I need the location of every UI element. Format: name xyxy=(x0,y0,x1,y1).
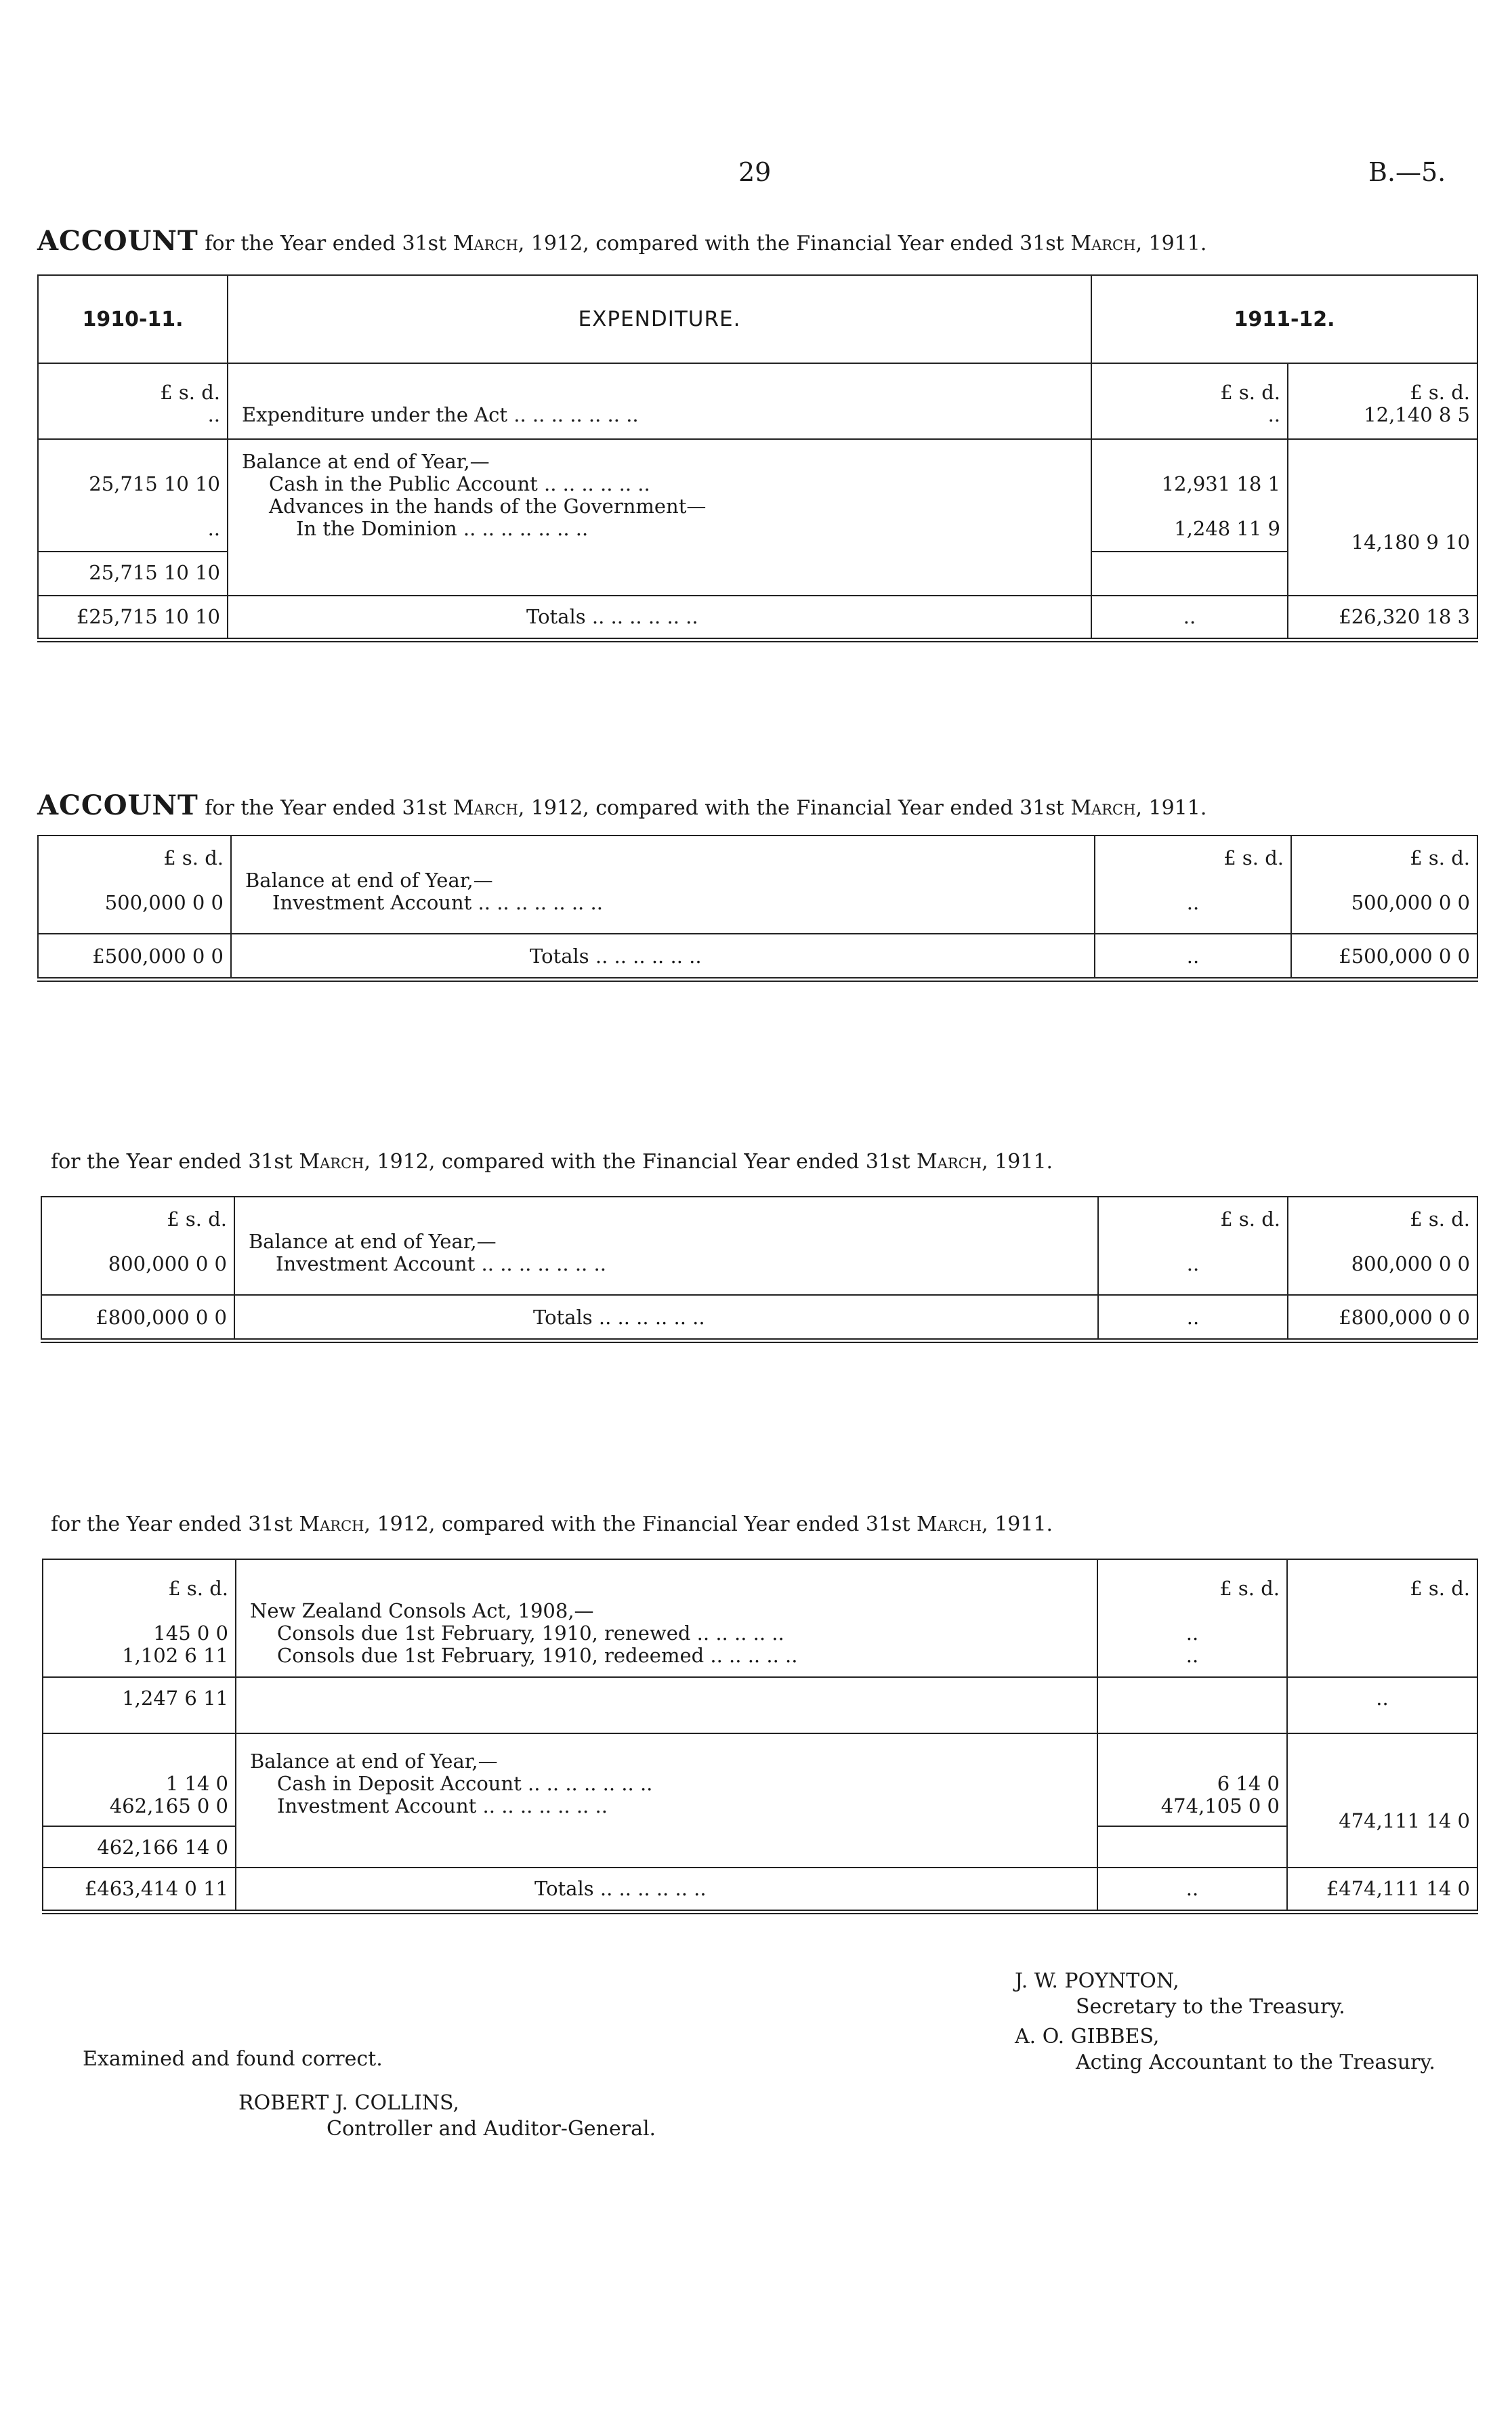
account1-header-right: 1911-12. xyxy=(1091,275,1477,363)
account2-caption: ACCOUNT for the Year ended 31st March, 1912, compared with the Financial Year ended 31st March, 1911. xyxy=(37,789,1207,821)
account2-row-investment: 500,000 0 0 Investment Account .. .. .. .. .. .. .. .. 500,000 0 0 xyxy=(38,892,1477,934)
account3-table: £ s. d. £ s. d. £ s. d. Balance at end of Year,— 800,000 0 0 Investment Account .. .. .. .. .. .. .. .. 800,000 0 0 £800,000 0 0 Totals .. .. .. .. .. .. .. £800,000 0 0 xyxy=(41,1196,1478,1343)
account2-table: £ s. d. £ s. d. £ s. d. Balance at end of Year,— 500,000 0 0 Investment Account .. .. .. .. .. .. .. .. 500,000 0 0 £500,000 0 0 Totals .. .. .. .. .. .. .. £500,000 0 0 xyxy=(37,835,1478,982)
examined-note: Examined and found correct. xyxy=(83,2047,383,2071)
auditor-name: ROBERT J. COLLINS, xyxy=(238,2091,460,2115)
account1-row-expenditure: .. Expenditure under the Act .. .. .. .. .. .. .. .. 12,140 8 5 xyxy=(38,404,1477,439)
account1-table: 1910-11. EXPENDITURE. 1911-12. £ s. d. £ s. d. £ s. d. .. Expenditure under the Act .. .. .. .. .. .. .. .. 12,140 8 5 Balance at end of Year,— 25,715 10 10 Cash in the Public Account .. .. .. .. .. .. 12,931 18 1 Advances in the hands of the Government— .. In the Dominion .. .. .. .. .. .. .. 1,248 11 9 25,715 10 10 14,180 9 10 £25,715 10 10 Totals .. .. .. .. .. .. .. £26,320 18 3 xyxy=(37,274,1478,642)
account1-row-cash: 25,715 10 10 Cash in the Public Account .. .. .. .. .. .. 12,931 18 1 xyxy=(38,473,1477,495)
treasury-name-2: A. O. GIBBES, xyxy=(1015,2025,1160,2048)
treasury-title-1: Secretary to the Treasury. xyxy=(1076,1995,1345,2019)
treasury-name-1: J. W. POYNTON, xyxy=(1015,1969,1179,1993)
account4-totals: £463,414 0 11 Totals .. .. .. .. .. .. .. £474,111 14 0 xyxy=(43,1868,1477,1912)
treasury-signatures xyxy=(1015,1969,1435,2076)
account4-row-investment: 462,165 0 0 Investment Account .. .. .. .. .. .. .. 474,105 0 0 xyxy=(43,1795,1477,1826)
account4-row-cash: 1 14 0 Cash in Deposit Account .. .. .. .. .. .. .. 6 14 0 xyxy=(43,1773,1477,1795)
treasury-title-2: Acting Accountant to the Treasury. xyxy=(1076,2050,1435,2074)
account4-row-renewed: 145 0 0 Consols due 1st February, 1910, renewed .. .. .. .. .. .. xyxy=(43,1622,1477,1645)
account4-table: £ s. d. £ s. d. £ s. d. New Zealand Consols Act, 1908,— 145 0 0 Consols due 1st February, 1910, renewed .. .. .. .. .. .. 1,102 6 11 Consols due 1st February, 1910, redeemed .. .. .. .. .. .. 1,247 6 11 .. Balance at end of Year,— 1 14 0 Cash in Deposit Account .. .. .. .. .. .. .. 6 14 0 462,165 0 0 Investment Account .. .. .. .. .. .. .. 474,105 0 0 462,166 14 0 474,111 14 0 £463,414 0 11 Totals .. .. .. .. .. .. .. £474,111 14 0 xyxy=(42,1559,1478,1914)
account4-caption: for the Year ended 31st March, 1912, compared with the Financial Year ended 31st March, 1911. xyxy=(51,1512,1053,1536)
account3-caption: for the Year ended 31st March, 1912, compared with the Financial Year ended 31st March, 1911. xyxy=(51,1150,1053,1174)
account4-row-redeemed: 1,102 6 11 Consols due 1st February, 1910, redeemed .. .. .. .. .. .. xyxy=(43,1645,1477,1677)
account4-subtotal1: 1,247 6 11 .. xyxy=(43,1677,1477,1733)
account1-subtotal: 25,715 10 10 14,180 9 10 xyxy=(38,552,1477,596)
account3-row-investment: 800,000 0 0 Investment Account .. .. .. .. .. .. .. .. 800,000 0 0 xyxy=(41,1253,1477,1295)
account1-header-middle: EXPENDITURE. xyxy=(228,275,1091,363)
account2-totals: £500,000 0 0 Totals .. .. .. .. .. .. .. £500,000 0 0 xyxy=(38,934,1477,980)
auditor-title: Controller and Auditor-General. xyxy=(327,2117,656,2141)
account1-totals: £25,715 10 10 Totals .. .. .. .. .. .. .. £26,320 18 3 xyxy=(38,596,1477,640)
account2-caption-lead: ACCOUNT xyxy=(37,789,198,821)
account1-caption-lead: ACCOUNT xyxy=(37,225,198,257)
account4-subtotal2: 462,166 14 0 474,111 14 0 xyxy=(43,1826,1477,1868)
account1-header-left: 1910-11. xyxy=(38,275,228,363)
account1-caption: ACCOUNT for the Year ended 31st March, 1912, compared with the Financial Year ended 31st March, 1911. xyxy=(37,225,1207,257)
account3-totals: £800,000 0 0 Totals .. .. .. .. .. .. .. £800,000 0 0 xyxy=(41,1295,1477,1341)
auditor-signature xyxy=(238,2090,656,2142)
account1-row-dominion: .. In the Dominion .. .. .. .. .. .. .. 1,248 11 9 xyxy=(38,518,1477,552)
page-number: 29 xyxy=(738,157,772,187)
page-reference: B.—5. xyxy=(1368,157,1446,187)
